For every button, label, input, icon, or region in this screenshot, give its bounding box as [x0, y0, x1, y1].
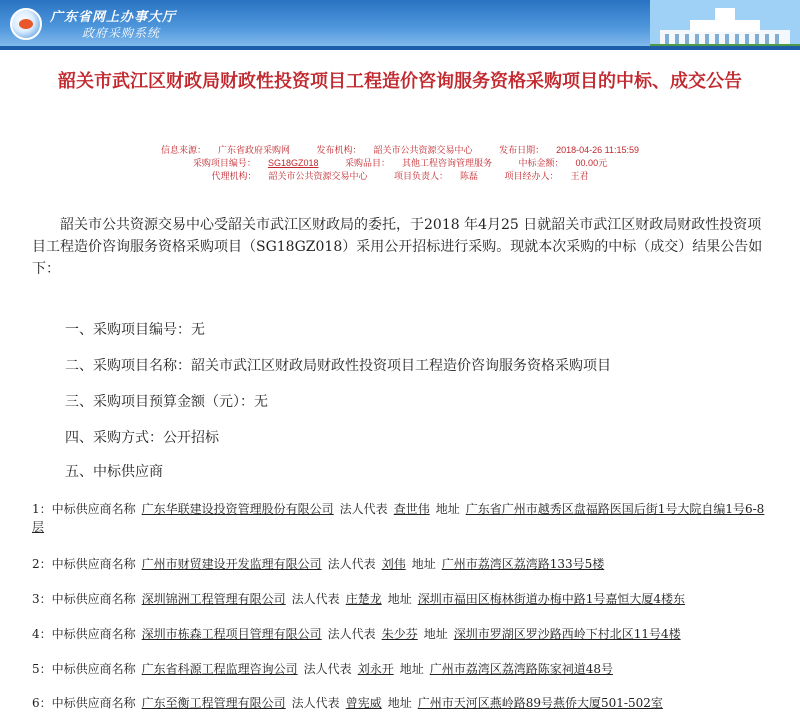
meta-publisher-label: 发布机构：	[316, 145, 362, 155]
supplier-name: 广东至衡工程管理有限公司	[141, 696, 286, 710]
meta-source-label: 信息来源：	[160, 145, 206, 155]
meta-category-label: 采购品目：	[344, 158, 390, 168]
supplier-name-label: 中标供应商名称	[51, 592, 136, 606]
supplier-row-3	[32, 590, 772, 608]
meta-leader: 陈磊	[460, 171, 479, 181]
site-title: 广东省网上办事大厅	[50, 9, 177, 24]
logo-icon	[10, 8, 42, 40]
supplier-rep-label: 法人代表	[303, 662, 352, 676]
supplier-addr: 广州市天河区燕岭路89号燕侨大厦501-502室	[417, 696, 663, 710]
section-2: 二、采购项目名称：韶关市武江区财政局财政性投资项目工程造价咨询服务资格采购项目	[65, 358, 611, 374]
meta-publisher: 韶关市公共资源交易中心	[373, 145, 473, 155]
meta-project-no[interactable]: SG18GZ018	[267, 158, 319, 168]
section-1: 一、采购项目编号：无	[65, 322, 205, 338]
supplier-addr: 深圳市福田区梅林街道办梅中路1号嘉恒大厦4楼东	[417, 592, 685, 606]
supplier-addr: 广州市荔湾区荔湾路陈家祠道48号	[429, 662, 613, 676]
supplier-name-label: 中标供应商名称	[51, 662, 136, 676]
supplier-addr-label: 地址	[387, 696, 412, 710]
meta-info	[0, 144, 800, 183]
page-title: 韶关市武江区财政局财政性投资项目工程造价咨询服务资格采购项目的中标、成交公告	[58, 71, 742, 92]
supplier-name: 广东省科源工程监理咨询公司	[141, 662, 298, 676]
supplier-addr-label: 地址	[387, 592, 412, 606]
section-5: 五、中标供应商	[65, 464, 163, 480]
supplier-name: 广州市财贸建设开发监理有限公司	[141, 557, 322, 571]
supplier-addr: 深圳市罗湖区罗沙路西岭下村北区11号4楼	[453, 627, 681, 641]
meta-manager-label: 项目经办人：	[504, 171, 559, 181]
section-4: 四、采购方式：公开招标	[65, 430, 219, 446]
supplier-rep: 庄楚龙	[345, 592, 382, 606]
supplier-no: 6：	[32, 696, 52, 710]
meta-category: 其他工程咨询管理服务	[402, 158, 493, 168]
supplier-rep: 曾宪威	[345, 696, 382, 710]
meta-project-no-label: 采购项目编号：	[192, 158, 256, 168]
meta-manager: 王君	[570, 171, 589, 181]
supplier-name: 广东华联建设投资管理股份有限公司	[141, 502, 334, 516]
meta-date-label: 发布日期：	[499, 145, 545, 155]
supplier-rep-label: 法人代表	[291, 696, 340, 710]
announcement-body	[32, 214, 772, 280]
supplier-no: 1：	[32, 502, 52, 516]
supplier-name-label: 中标供应商名称	[51, 502, 136, 516]
supplier-rep: 朱少芬	[381, 627, 418, 641]
supplier-no: 2：	[32, 557, 52, 571]
meta-agent: 韶关市公共资源交易中心	[268, 171, 368, 181]
meta-date: 2018-04-26 11:15:59	[556, 145, 639, 155]
supplier-addr-label: 地址	[399, 662, 424, 676]
meta-amount-label: 中标金额：	[518, 158, 564, 168]
supplier-rep-label: 法人代表	[291, 592, 340, 606]
supplier-rep-label: 法人代表	[339, 502, 388, 516]
supplier-rep: 查世伟	[393, 502, 430, 516]
supplier-addr-label: 地址	[411, 557, 436, 571]
supplier-rep-label: 法人代表	[327, 557, 376, 571]
meta-source[interactable]: 广东省政府采购网	[218, 145, 291, 155]
supplier-name-label: 中标供应商名称	[51, 696, 136, 710]
supplier-addr: 广州市荔湾区荔湾路133号5楼	[441, 557, 605, 571]
supplier-name-label: 中标供应商名称	[51, 557, 136, 571]
meta-leader-label: 项目负责人：	[393, 171, 448, 181]
supplier-no: 3：	[32, 592, 52, 606]
supplier-name: 深圳锦洲工程管理有限公司	[141, 592, 286, 606]
supplier-name: 深圳市栋森工程项目管理有限公司	[141, 627, 322, 641]
supplier-no: 4：	[32, 627, 52, 641]
supplier-no: 5：	[32, 662, 52, 676]
supplier-rep: 刘永开	[357, 662, 394, 676]
meta-amount: 00.00元	[575, 158, 608, 168]
meta-agent-label: 代理机构：	[211, 171, 257, 181]
supplier-row-4	[32, 625, 772, 643]
header-banner	[0, 0, 800, 50]
supplier-row-2	[32, 555, 772, 573]
site-subtitle: 政府采购系统	[82, 26, 161, 40]
section-3: 三、采购项目预算金额（元）：无	[65, 394, 268, 410]
supplier-rep: 刘伟	[381, 557, 406, 571]
supplier-name-label: 中标供应商名称	[51, 627, 136, 641]
supplier-addr: 广东省广州市越秀区盘福路医国后街1号大院自编1号6-8层	[32, 502, 765, 534]
supplier-row-5	[32, 660, 772, 678]
building-icon	[650, 0, 800, 50]
supplier-row-1	[32, 500, 772, 536]
supplier-addr-label: 地址	[423, 627, 448, 641]
supplier-row-6	[32, 694, 772, 712]
supplier-addr-label: 地址	[435, 502, 460, 516]
supplier-rep-label: 法人代表	[327, 627, 376, 641]
banner-stripe	[0, 46, 800, 50]
intro-paragraph: 韶关市公共资源交易中心受韶关市武江区财政局的委托，于2018 年4月25 日就韶关市武江区财政局财政性投资项目工程造价咨询服务资格采购项目（SG18GZ018）采用公开招标进行采购。现就本次采购的中标（成交）结果公告如下：	[32, 217, 763, 277]
